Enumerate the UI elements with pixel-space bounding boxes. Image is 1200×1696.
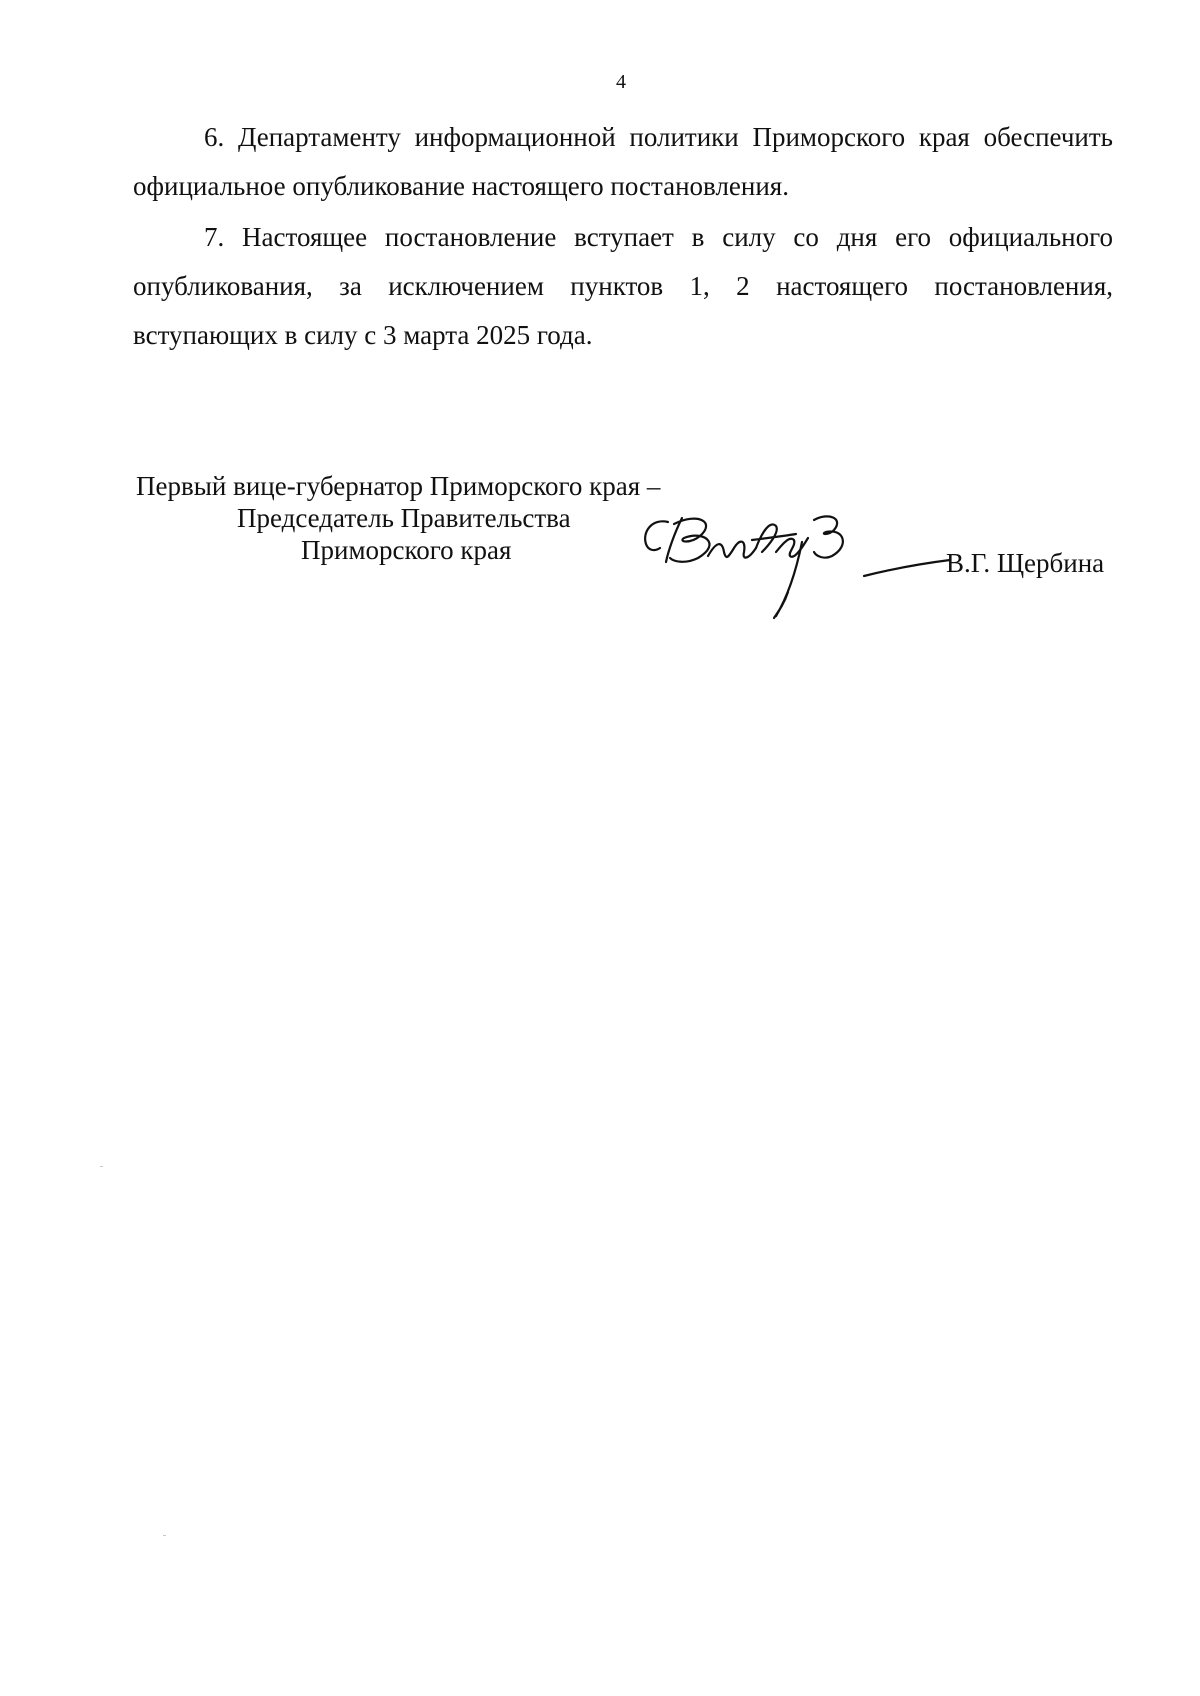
scan-artifact bbox=[163, 1535, 166, 1536]
signature-stroke bbox=[776, 538, 808, 557]
paragraph-item-7: 7. Настоящее постановление вступает в силу со дня его официального опубликования, за исключением пунктов 1, 2 настоящего постановления, вступающих в силу с 3 марта 2025 года. bbox=[133, 222, 1113, 350]
signatory-title-line-3: Приморского края bbox=[301, 535, 512, 565]
handwritten-signature bbox=[638, 512, 958, 624]
signer-name: В.Г. Щербина bbox=[946, 548, 1105, 578]
signature-stroke bbox=[864, 560, 950, 576]
page-number: 4 bbox=[616, 71, 626, 93]
signature-stroke bbox=[708, 542, 756, 558]
signature-stroke bbox=[666, 518, 709, 562]
signature-stroke bbox=[645, 521, 668, 550]
signatory-title-line-1: Первый вице-губернатор Приморского края – bbox=[136, 471, 661, 501]
signature-stroke bbox=[814, 516, 843, 557]
signatory-title-line-2: Председатель Правительства bbox=[237, 503, 571, 533]
scan-artifact bbox=[100, 1166, 103, 1167]
paragraph-item-6: 6. Департаменту информационной политики Приморского края обеспечить официальное опубликование настоящего постановления. bbox=[133, 122, 1113, 201]
